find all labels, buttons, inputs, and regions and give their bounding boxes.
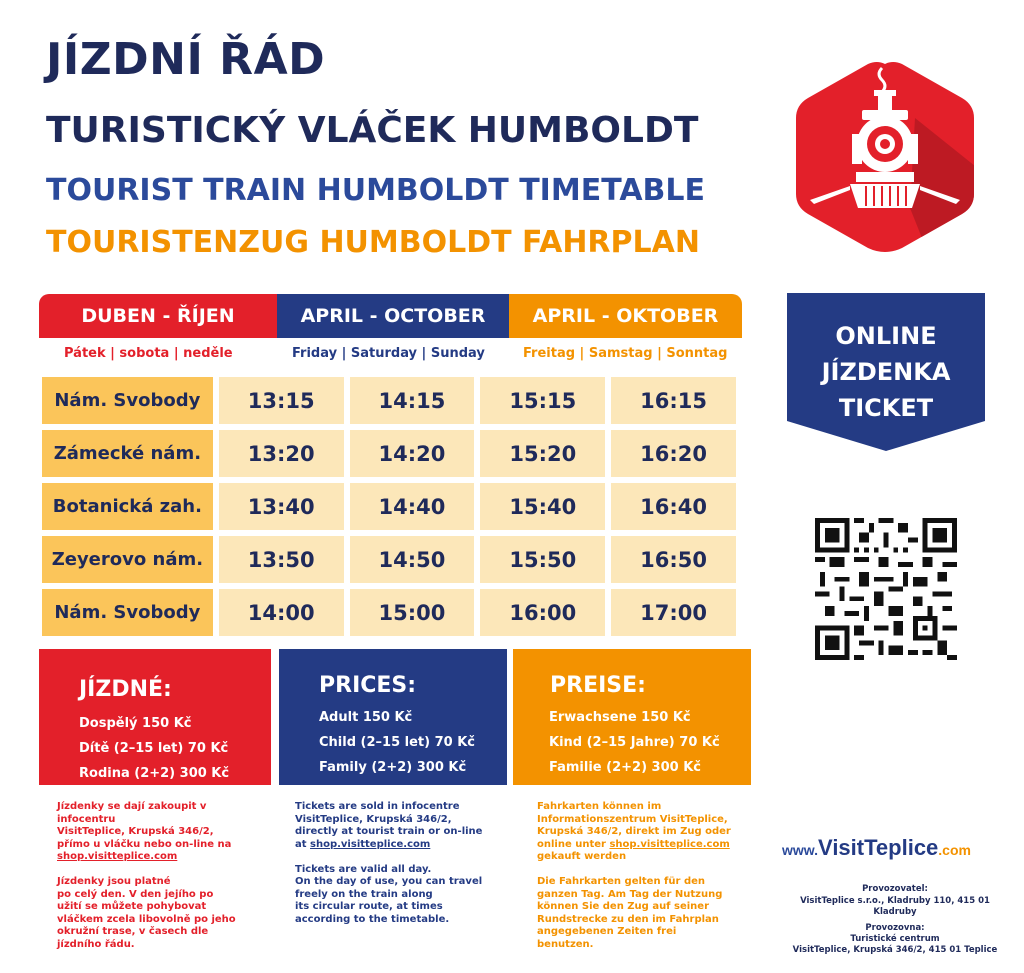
subtitle-de: TOURISTENZUG HUMBOLDT FAHRPLAN: [46, 225, 700, 260]
subtitle-cz: TURISTICKÝ VLÁČEK HUMBOLDT: [46, 110, 699, 151]
info-paragraph: Tickets are sold in infocentre VisitTeplice, Krupská 346/2, directly at tourist train or on-line at: [295, 801, 483, 850]
departure-time: 15:00: [347, 586, 478, 639]
info-text-en: [295, 801, 505, 939]
days-cz: Pátek | sobota | neděle: [64, 346, 233, 361]
stop-name: Nám. Svobody: [39, 586, 216, 639]
brand-logo[interactable]: [782, 835, 971, 861]
venue-label: Provozovna:: [865, 923, 925, 933]
departure-time: 14:00: [216, 586, 347, 639]
online-ticket-line: ONLINE: [835, 322, 937, 350]
operator-value: VisitTeplice s.r.o., Kladruby 110, 415 01 Kladruby: [800, 896, 990, 917]
info-text-de: [537, 801, 747, 964]
table-row: [39, 374, 739, 427]
prices-title-de: PREISE:: [550, 673, 646, 698]
brand-name: VisitTeplice: [818, 835, 939, 860]
departure-time: 15:20: [477, 427, 608, 480]
info-paragraph: Die Fahrkarten gelten für den ganzen Tag. Am Tag der Nutzung können Sie den Zug auf seiner Rundstrecke zu den im Fahrplan angegebenen Zeiten frei benutzen.: [537, 876, 723, 950]
online-ticket-line: JÍZDENKA: [821, 358, 951, 386]
season-header-en: APRIL - OCTOBER: [277, 294, 509, 338]
departure-time: 15:15: [477, 374, 608, 427]
departure-time: 15:50: [477, 533, 608, 586]
table-row: [39, 586, 739, 639]
prices-title-en: PRICES:: [319, 673, 417, 698]
days-en: Friday | Saturday | Sunday: [292, 346, 485, 361]
prices-box-de: [513, 649, 751, 785]
price-line: Dítě (2–15 let) 70 Kč: [79, 741, 229, 756]
prices-title-cz: JÍZDNÉ:: [79, 677, 172, 702]
venue-address: VisitTeplice, Krupská 346/2, 415 01 Teplice: [792, 945, 998, 955]
brand-com: .com: [938, 842, 971, 858]
departure-time: 14:40: [347, 480, 478, 533]
departure-time: 16:40: [608, 480, 739, 533]
price-line: Dospělý 150 Kč: [79, 716, 192, 731]
info-paragraph: gekauft werden: [537, 851, 627, 862]
info-paragraph: Fahrkarten können im Informationszentrum VisitTeplice, Krupská 346/2, direkt im Zug oder online unter: [537, 801, 731, 850]
departure-time: 16:15: [608, 374, 739, 427]
shop-link[interactable]: shop.visitteplice.com: [310, 838, 431, 850]
departure-time: 13:40: [216, 480, 347, 533]
departure-time: 17:00: [608, 586, 739, 639]
stop-name: Botanická zah.: [39, 480, 216, 533]
subtitle-en: TOURIST TRAIN HUMBOLDT TIMETABLE: [46, 173, 706, 208]
price-line: Child (2–15 let) 70 Kč: [319, 735, 475, 750]
shop-link[interactable]: shop.visitteplice.com: [57, 851, 178, 862]
departure-time: 13:20: [216, 427, 347, 480]
season-header-de: APRIL - OKTOBER: [509, 294, 742, 338]
timetable: [39, 374, 739, 639]
price-line: Family (2+2) 300 Kč: [319, 760, 467, 775]
online-ticket-label[interactable]: [787, 318, 985, 426]
departure-time: 13:15: [216, 374, 347, 427]
info-paragraph: Jízdenky se dají zakoupit v infocentru VisitTeplice, Krupská 346/2, přímo u vláčku nebo on-line na: [57, 801, 232, 850]
departure-time: 16:20: [608, 427, 739, 480]
departure-time: 14:50: [347, 533, 478, 586]
price-line: Rodina (2+2) 300 Kč: [79, 766, 230, 781]
shop-link[interactable]: shop.visitteplice.com: [609, 838, 730, 850]
departure-time: 16:00: [477, 586, 608, 639]
stop-name: Nám. Svobody: [39, 374, 216, 427]
prices-box-cz: [39, 649, 271, 785]
info-paragraph: Jízdenky jsou platné po celý den. V den jejího po užití se můžete pohybovat vláčkem zcela libovolně po jeho okružní trase, v časech dle jízdního řádu.: [57, 876, 236, 950]
departure-time: 13:50: [216, 533, 347, 586]
operator-label: Provozovatel:: [862, 884, 928, 894]
departure-time: 15:40: [477, 480, 608, 533]
price-line: Familie (2+2) 300 Kč: [549, 760, 701, 775]
price-line: Erwachsene 150 Kč: [549, 710, 691, 725]
brand-www: www.: [782, 842, 819, 858]
table-row: [39, 480, 739, 533]
price-line: Kind (2–15 Jahre) 70 Kč: [549, 735, 720, 750]
online-ticket-line: TICKET: [838, 394, 934, 422]
departure-time: 14:15: [347, 374, 478, 427]
table-row: [39, 533, 739, 586]
qr-code[interactable]: [815, 518, 957, 660]
page-title: JÍZDNÍ ŘÁD: [46, 34, 326, 85]
venue-value: Turistické centrum: [850, 934, 940, 944]
season-header-cz: DUBEN - ŘÍJEN: [39, 294, 277, 338]
info-text-cz: [57, 801, 267, 964]
prices-box-en: [279, 649, 507, 785]
steam-locomotive-icon: [790, 58, 980, 254]
days-de: Freitag | Samstag | Sonntag: [523, 346, 728, 361]
departure-time: 16:50: [608, 533, 739, 586]
stop-name: Zeyerovo nám.: [39, 533, 216, 586]
stop-name: Zámecké nám.: [39, 427, 216, 480]
info-paragraph: Tickets are valid all day. On the day of use, you can travel freely on the train along its circular route, at times according to the timetable.: [295, 863, 483, 925]
price-line: Adult 150 Kč: [319, 710, 413, 725]
departure-time: 14:20: [347, 427, 478, 480]
table-row: [39, 427, 739, 480]
